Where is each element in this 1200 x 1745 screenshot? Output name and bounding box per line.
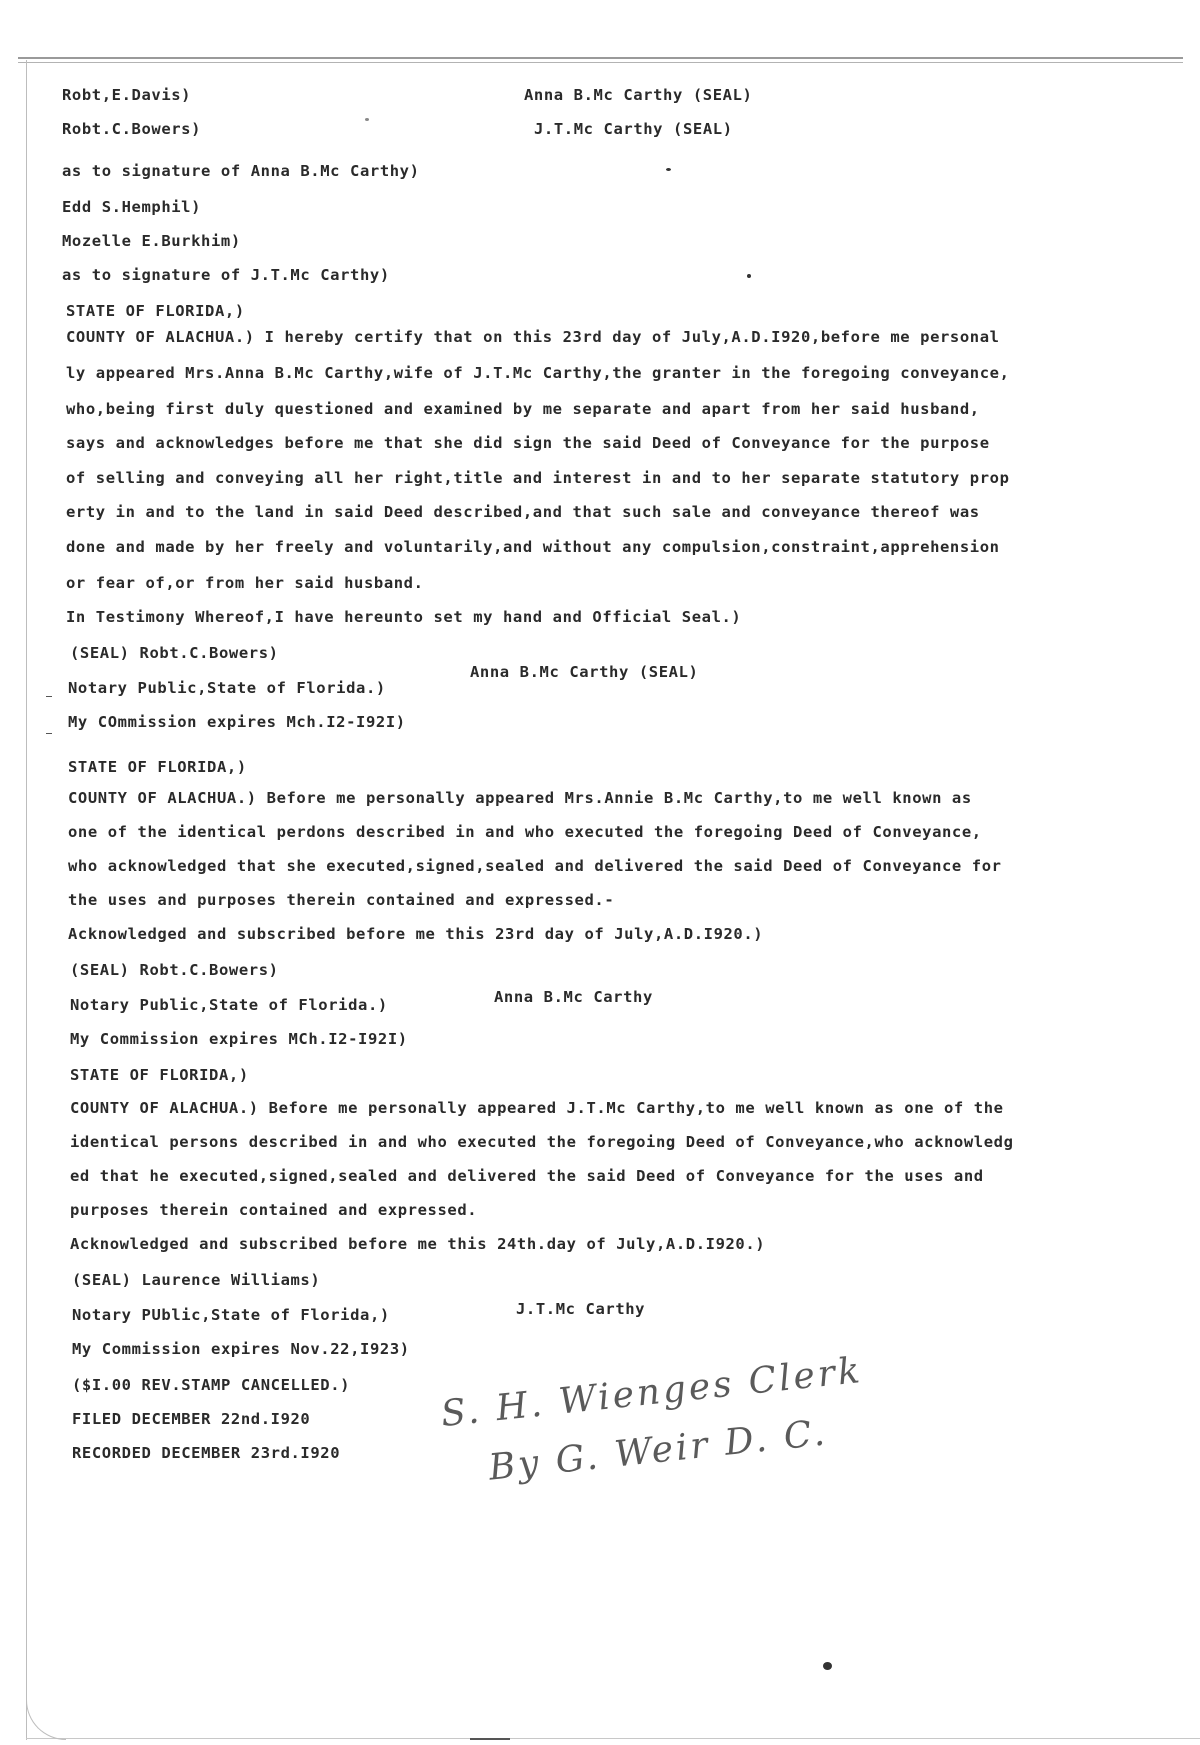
seal-line: (SEAL) Robt.C.Bowers) xyxy=(70,961,279,979)
signature-line: J.T.Mc Carthy xyxy=(516,1300,646,1318)
notary-line: Notary PUblic,State of Florida,) xyxy=(72,1306,390,1324)
margin-tick xyxy=(46,733,52,734)
state-heading: STATE OF FLORIDA,) xyxy=(68,758,247,776)
page-edge-bottom xyxy=(26,1738,1200,1739)
body-line: identical persons described in and who executed the foregoing Deed of Conveyance,who acknowledg xyxy=(70,1133,1014,1151)
clerk-signature: S. H. Wienges Clerk xyxy=(439,1349,865,1436)
page-corner xyxy=(26,1700,66,1740)
body-line: one of the identical perdons described in and who executed the foregoing Deed of Conveyance, xyxy=(68,823,982,841)
seal-line: (SEAL) Laurence Williams) xyxy=(72,1271,321,1289)
stamp-note: ($I.00 REV.STAMP CANCELLED.) xyxy=(72,1376,351,1394)
testimony-line: In Testimony Whereof,I have hereunto set my hand and Official Seal.) xyxy=(66,608,742,626)
state-heading: STATE OF FLORIDA,) xyxy=(70,1066,249,1084)
deputy-clerk-signature: By G. Weir D. C. xyxy=(486,1412,830,1489)
body-line: COUNTY OF ALACHUA.) Before me personally appeared J.T.Mc Carthy,to me well known as one of the xyxy=(70,1099,1004,1117)
signature-line: J.T.Mc Carthy (SEAL) xyxy=(534,120,733,138)
scan-speck xyxy=(666,168,671,171)
commission-line: My COmmission expires Mch.I2-I92I) xyxy=(68,713,406,731)
commission-line: My Commission expires MCh.I2-I92I) xyxy=(70,1030,408,1048)
notary-line: Notary Public,State of Florida.) xyxy=(68,679,386,697)
body-line: ed that he executed,signed,sealed and delivered the said Deed of Conveyance for the uses and xyxy=(70,1167,984,1185)
page-edge-left xyxy=(26,60,27,1740)
signature-line: Anna B.Mc Carthy (SEAL) xyxy=(524,86,753,104)
body-line: says and acknowledges before me that she did sign the said Deed of Conveyance for the purpose xyxy=(66,434,990,452)
witness-line: Robt,E.Davis) xyxy=(62,86,192,104)
body-line: of selling and conveying all her right,title and interest in and to her separate statutory prop xyxy=(66,469,1010,487)
scan-speck xyxy=(823,1662,832,1670)
body-line: COUNTY OF ALACHUA.) Before me personally appeared Mrs.Annie B.Mc Carthy,to me well known as xyxy=(68,789,972,807)
witness-line: Mozelle E.Burkhim) xyxy=(62,232,241,250)
body-line: done and made by her freely and voluntarily,and without any compulsion,constraint,apprehension xyxy=(66,538,1000,556)
scan-speck xyxy=(747,274,751,278)
header-rule xyxy=(18,57,1183,63)
body-line: the uses and purposes therein contained and expressed.- xyxy=(68,891,615,909)
body-line: COUNTY OF ALACHUA.) I hereby certify that on this 23rd day of July,A.D.I920,before me personal xyxy=(66,328,1000,346)
signature-line: Anna B.Mc Carthy (SEAL) xyxy=(470,663,699,681)
recorded-line: RECORDED DECEMBER 23rd.I920 xyxy=(72,1444,341,1462)
body-line: ly appeared Mrs.Anna B.Mc Carthy,wife of J.T.Mc Carthy,the granter in the foregoing conveyance, xyxy=(66,364,1010,382)
commission-line: My Commission expires Nov.22,I923) xyxy=(72,1340,410,1358)
body-line: erty in and to the land in said Deed described,and that such sale and conveyance thereof was xyxy=(66,503,980,521)
state-heading: STATE OF FLORIDA,) xyxy=(66,302,245,320)
scan-speck xyxy=(470,1738,510,1740)
body-line: who,being first duly questioned and examined by me separate and apart from her said husband, xyxy=(66,400,980,418)
subscribed-line: Acknowledged and subscribed before me this 23rd day of July,A.D.I920.) xyxy=(68,925,764,943)
witness-line: Edd S.Hemphil) xyxy=(62,198,202,216)
body-line: or fear of,or from her said husband. xyxy=(66,574,424,592)
subscribed-line: Acknowledged and subscribed before me this 24th.day of July,A.D.I920.) xyxy=(70,1235,766,1253)
filed-line: FILED DECEMBER 22nd.I920 xyxy=(72,1410,311,1428)
signature-line: Anna B.Mc Carthy xyxy=(494,988,653,1006)
body-line: who acknowledged that she executed,signed,sealed and delivered the said Deed of Conveyance for xyxy=(68,857,1002,875)
body-line: purposes therein contained and expressed. xyxy=(70,1201,478,1219)
witness-line: Robt.C.Bowers) xyxy=(62,120,202,138)
witness-note: as to signature of Anna B.Mc Carthy) xyxy=(62,162,420,180)
notary-line: Notary Public,State of Florida.) xyxy=(70,996,388,1014)
seal-line: (SEAL) Robt.C.Bowers) xyxy=(70,644,279,662)
margin-tick xyxy=(46,696,52,697)
witness-note: as to signature of J.T.Mc Carthy) xyxy=(62,266,390,284)
scan-speck xyxy=(365,118,369,121)
